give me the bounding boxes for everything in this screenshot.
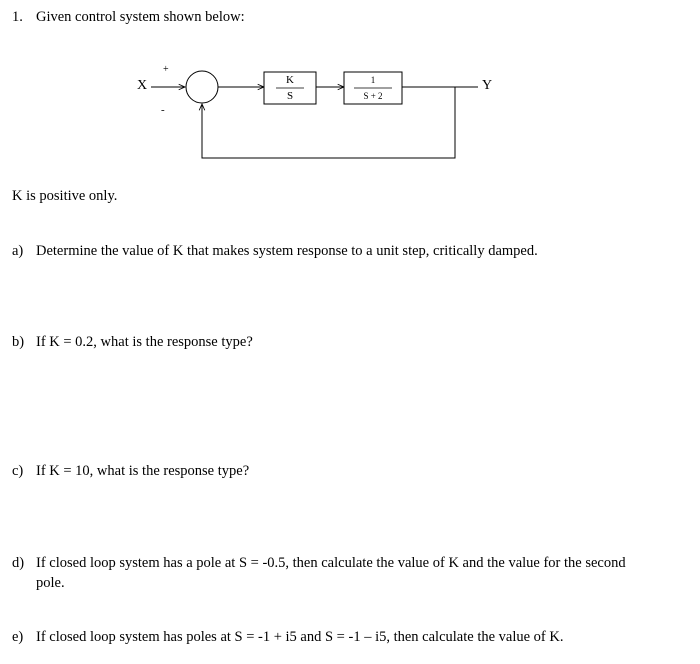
block2-numerator: 1 bbox=[370, 75, 376, 85]
plus-sign: + bbox=[163, 64, 169, 75]
part-e-text: If closed loop system has poles at S = -1 + i5 and S = -1 – i5, then calculate the value of K. bbox=[36, 629, 564, 645]
part-b-label: b) bbox=[12, 334, 25, 350]
part-d-continuation: pole. bbox=[36, 575, 65, 591]
block1-numerator: K bbox=[286, 74, 294, 86]
input-label: X bbox=[137, 78, 148, 93]
note-text: K is positive only. bbox=[12, 188, 118, 204]
block2-denominator: S + 2 bbox=[363, 91, 383, 101]
part-e-label: e) bbox=[12, 629, 24, 645]
part-d-text: If closed loop system has a pole at S = -0.5, then calculate the value of K and the value for the second bbox=[36, 555, 626, 571]
feedback-path bbox=[202, 87, 455, 158]
part-b-text: If K = 0.2, what is the response type? bbox=[36, 334, 253, 350]
question-prompt: Given control system shown below: bbox=[36, 9, 245, 25]
part-c-label: c) bbox=[12, 463, 24, 479]
part-a-text: Determine the value of K that makes system response to a unit step, critically damped. bbox=[36, 243, 538, 259]
block1-denominator: S bbox=[286, 90, 294, 102]
minus-sign: - bbox=[161, 104, 165, 116]
part-d-label: d) bbox=[12, 555, 25, 571]
output-label: Y bbox=[482, 78, 493, 93]
summing-junction bbox=[186, 71, 218, 103]
part-a-label: a) bbox=[12, 243, 24, 259]
part-c-text: If K = 10, what is the response type? bbox=[36, 463, 250, 479]
question-number: 1. bbox=[12, 9, 23, 25]
